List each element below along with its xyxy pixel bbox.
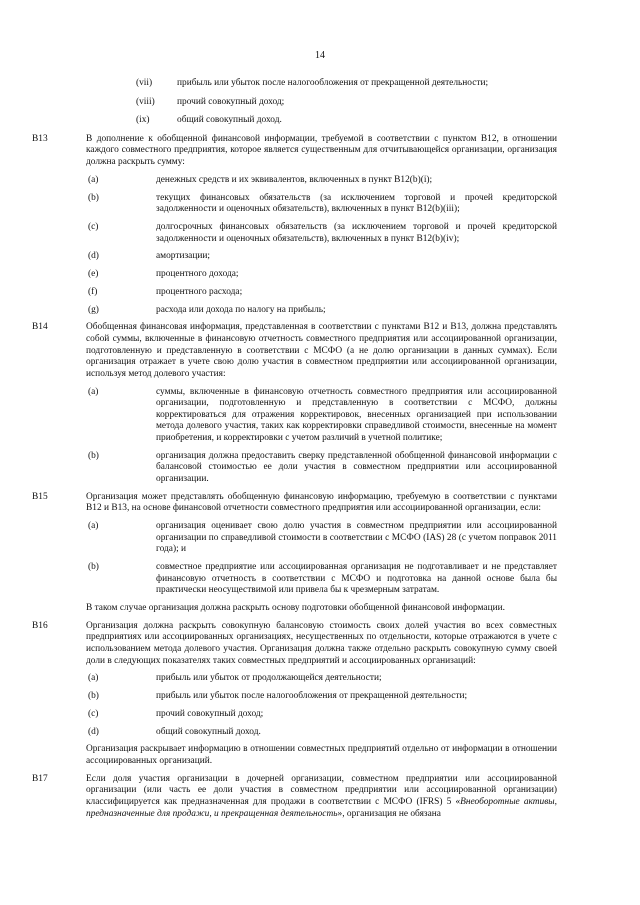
list-label: (f) <box>88 286 98 297</box>
list-text: совместное предприятие или ассоциированная организация не подготавливает и не представляет финансовую отчетность в соответствии с МСФО и подготовка на данной основе была бы практически неосуществимой или привела бы к чрезмерным затратам. <box>156 562 557 596</box>
list-text: организация должна предоставить сверку представленной обобщенной финансовой информации с балансовой стоимостью ее доли участия в совместном предприятии или ассоциированной организации. <box>156 450 557 484</box>
paragraph-b14 <box>32 322 557 380</box>
list-item <box>37 269 557 281</box>
list-label: (a) <box>88 174 99 185</box>
list-text: прочий совокупный доход; <box>156 708 264 719</box>
list-item <box>37 451 557 486</box>
paragraph-b16 <box>32 620 557 667</box>
paragraph-number: B15 <box>32 491 48 502</box>
list-label: (a) <box>88 673 99 684</box>
list-text: суммы, включенные в финансовую отчетность совместного предприятия или ассоциированной организации, подготовленную и представленную в соответствии с МСФО, должны корректироваться для отражения корректировок, внесенных организацией при использовании метода долевого участия, таких как корректировки справедливой стоимости, внесенные на момент приобретения, и корректировки с учетом различий в учетной политике; <box>156 386 557 443</box>
list-item <box>37 222 557 245</box>
list-label: (vii) <box>136 78 153 88</box>
page-content <box>32 78 558 826</box>
paragraph-number: B13 <box>32 133 48 144</box>
list-label: (a) <box>88 521 99 532</box>
list-item <box>37 78 557 90</box>
list-item <box>37 193 557 216</box>
list-item <box>37 97 557 109</box>
list-text: прибыль или убыток после налогообложения от прекращенной деятельности; <box>156 691 468 702</box>
paragraph-number: B14 <box>32 322 48 333</box>
list-label: (a) <box>88 386 99 397</box>
list-label: (e) <box>88 269 99 280</box>
list-text: расхода или дохода по налогу на прибыль; <box>156 304 326 315</box>
list-label: (b) <box>88 562 99 573</box>
paragraph-italic-title: Внеоборотные активы, предназначенные для продажи, и прекращенная деятельность <box>86 797 558 819</box>
list-item <box>37 175 557 187</box>
list-text: общий совокупный доход. <box>177 115 282 126</box>
list-label: (b) <box>88 450 99 461</box>
list-item <box>37 387 557 445</box>
list-text: прибыль или убыток от продолжающейся деятельности; <box>156 673 382 684</box>
page-number: 14 <box>315 50 325 61</box>
list-text: процентного дохода; <box>156 269 239 280</box>
paragraph-b13 <box>32 133 557 169</box>
list-label: (c) <box>88 708 99 719</box>
list-item <box>37 562 557 597</box>
list-text: долгосрочных финансовых обязательств (за исключением торговой и прочей кредиторской задолженности и оценочных обязательств), включенных в пункт B12(b)(iv); <box>156 221 557 244</box>
list-item <box>37 727 557 739</box>
list-label: (g) <box>88 304 99 315</box>
paragraph-text: Организация может представлять обобщенную финансовую информацию, требуемую в соответствии с пунктами B12 и B13, на основе финансовой отчетности совместного предприятия или ассоциированной организации, если: <box>86 491 557 514</box>
paragraph-text: Организация должна раскрыть совокупную балансовую стоимость своих долей участия во всех совместных предприятиях или ассоциированных организациях, несущественных по отдельности, которые отражаются в учете с использованием метода долевого участия. Организация должна также отдельно раскрыть совокупную сумму своей доли в следующих показателях таких совместных предприятий и ассоциированных организаций: <box>86 620 557 666</box>
paragraph-closing: Организация раскрывает информацию в отношении совместных предприятий отдельно от информации в отношении ассоциированных организаций. <box>86 744 557 767</box>
paragraph-text-end: », организация не обязана <box>337 808 441 819</box>
list-item <box>37 287 557 299</box>
paragraph-number: B17 <box>32 773 48 784</box>
paragraph-closing: В таком случае организация должна раскрыть основу подготовки обобщенной финансовой информации. <box>86 603 505 613</box>
paragraph-b17 <box>32 773 558 820</box>
list-text: общий совокупный доход. <box>156 726 261 737</box>
list-text: текущих финансовых обязательств (за исключением торговой и прочей кредиторской задолженности и оценочных обязательств), включенных в пункт B12(b)(iii); <box>156 192 557 215</box>
list-label: (c) <box>88 221 99 232</box>
paragraph-text: В дополнение к обобщенной финансовой информации, требуемой в соответствии с пунктом B12, в отношении каждого совместного предприятия, которое является существенным для отчитывающейся организации, организация должна раскрыть сумму: <box>86 133 557 167</box>
paragraph-text: Если доля участия организации в дочерней организации, совместном предприятии или ассоциированной организации (или часть ее доли участия в совместном предприятии или ассоциированной организации) классифицируется как предназначенная для продажи в соответствии с МСФО (IFRS) 5 « <box>86 773 557 808</box>
list-item <box>37 521 557 556</box>
list-label: (b) <box>88 192 99 203</box>
list-label: (viii) <box>136 96 155 107</box>
paragraph-text: Обобщенная финансовая информация, представленная в соответствии с пунктами B12 и B13, должна представлять собой суммы, включенные в финансовую отчетность совместного предприятия или ассоциированной организации, подготовленную и представленную в соответствии с МСФО (а не долю организации в данных суммах). Если организация отражает в учете свою долю участия в совместном предприятии или ассоциированной организации, используя метод долевого участия: <box>86 322 557 379</box>
list-label: (d) <box>88 726 99 737</box>
list-item <box>37 251 557 263</box>
list-text: процентного расхода; <box>156 286 243 297</box>
list-label: (d) <box>88 251 99 262</box>
list-text: амортизации; <box>156 251 210 262</box>
list-item <box>37 691 557 703</box>
list-text: прочий совокупный доход; <box>177 96 285 107</box>
paragraph-b15 <box>32 491 557 515</box>
list-text: денежных средств и их эквивалентов, включенных в пункт B12(b)(i); <box>156 174 433 185</box>
list-text: прибыль или убыток после налогообложения от прекращенной деятельности; <box>177 78 489 88</box>
list-item <box>37 709 557 721</box>
list-item <box>37 673 557 685</box>
paragraph-number: B16 <box>32 620 48 631</box>
list-text: организация оценивает свою долю участия в совместном предприятии или ассоциированной организации по справедливой стоимости в соответствии с МСФО (IAS) 28 (с учетом поправок 2011 года); и <box>156 521 557 555</box>
list-item <box>37 115 557 127</box>
list-label: (ix) <box>136 115 150 126</box>
list-item <box>37 305 557 317</box>
list-label: (b) <box>88 691 99 702</box>
